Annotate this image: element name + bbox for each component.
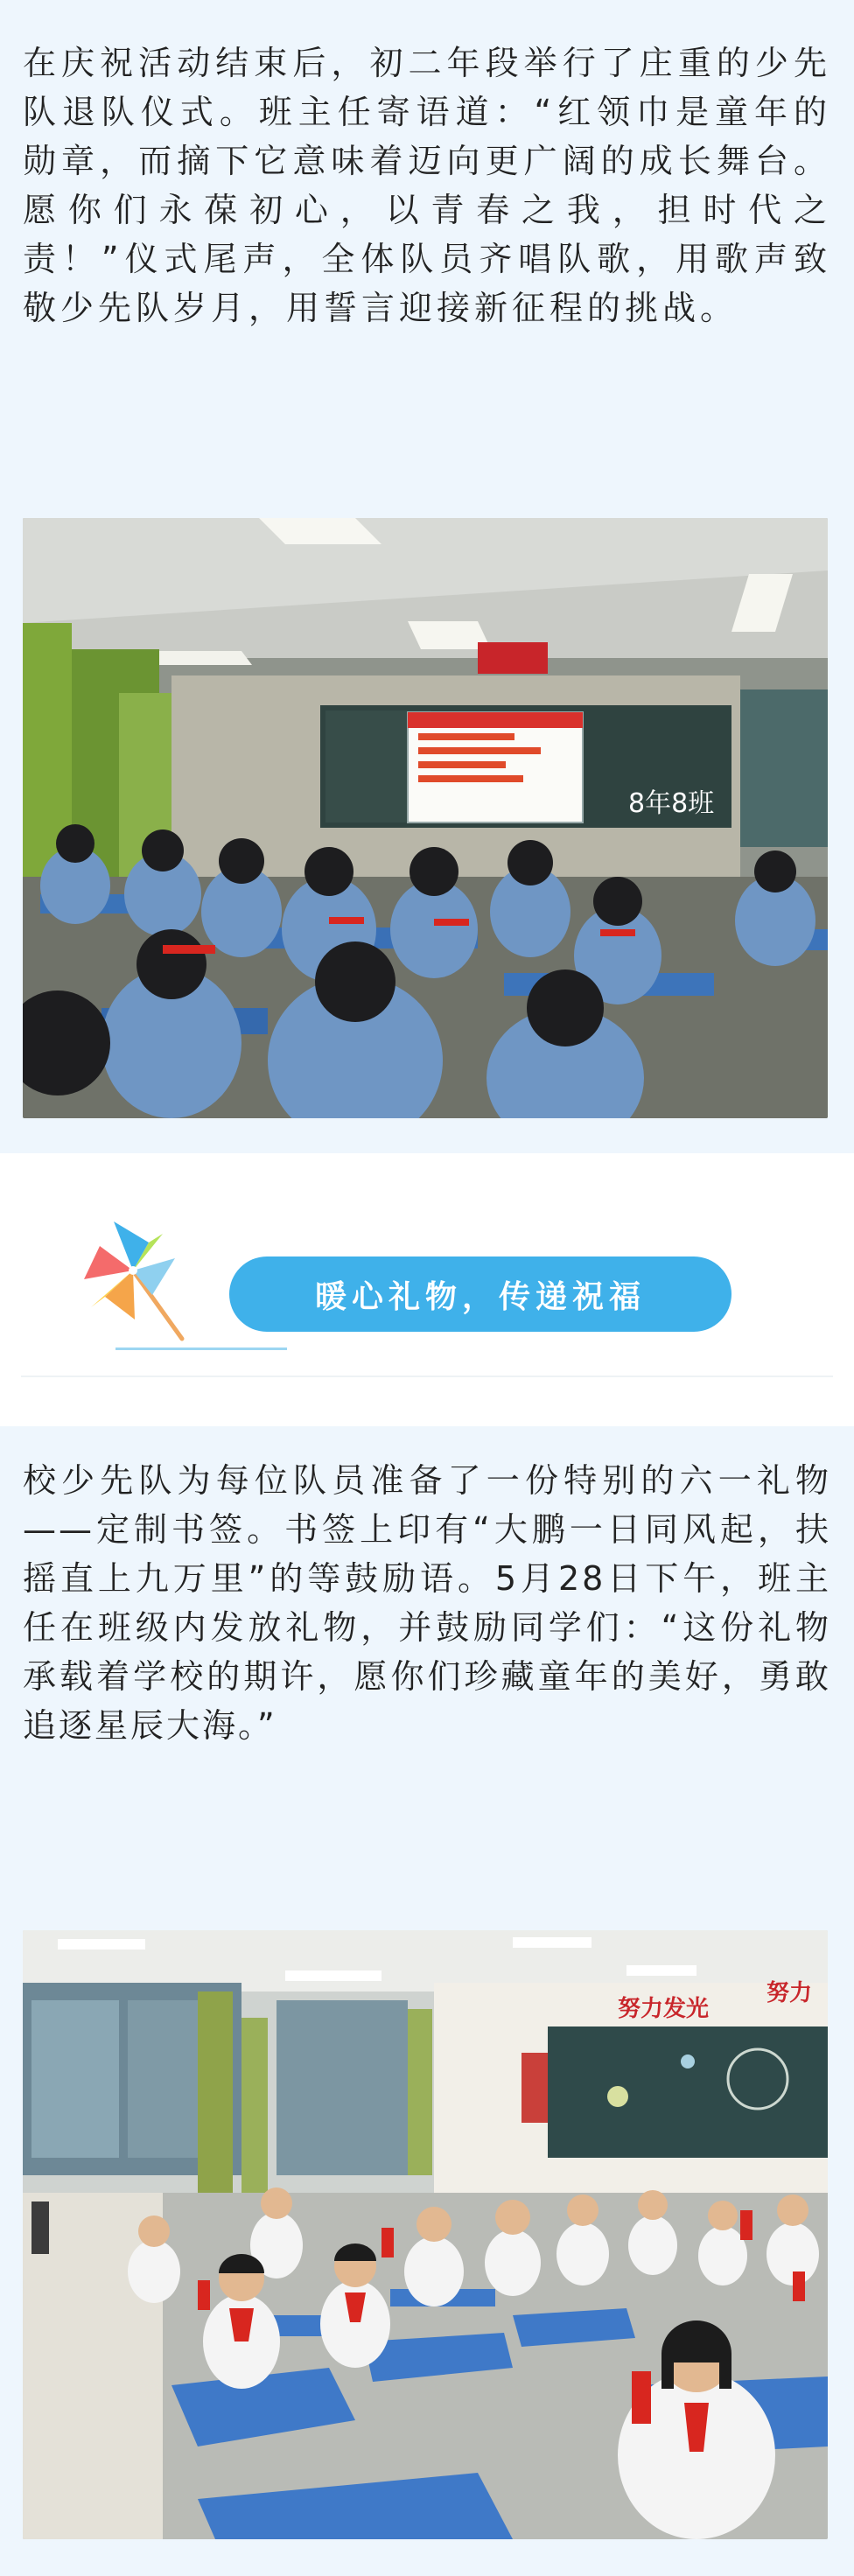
class-label: 8年8班 [628,788,715,819]
header-underline [116,1348,287,1350]
pinwheel-icon [79,1216,201,1348]
section-title: 暖心礼物，传递祝福 [314,1278,646,1315]
section-divider [21,1376,833,1377]
section-2-paragraph: 校少先队为每位队员准备了一份特别的六一礼物——定制书签。书签上印有“大鹏一日同风起，扶摇直上九万里”的等鼓励语。5月28日下午，班主任在班级内发放礼物，并鼓励同学们：“这份礼物承载着学校的期许，愿你们珍藏童年的美好，勇敢追逐星辰大海。” [23,1461,831,1745]
section-1-paragraph: 在庆祝活动结束后，初二年段举行了庄重的少先队退队仪式。班主任寄语道：“红领巾是童年的勋章，而摘下它意味着迈向更广阔的成长舞台。愿你们永葆初心，以青春之我，担时代之责！”仪式尾声，全体队员齐唱队歌，用歌声致敬少先队岁月，用誓言迎接新征程的挑战。 [23,44,831,327]
section-title-pill [229,1256,732,1332]
wall-banner-1: 努力发光 [618,1996,710,2022]
wall-banner-2: 努力 [766,1980,813,2006]
gift-photo [23,1930,828,2539]
ceremony-photo [23,518,828,1118]
